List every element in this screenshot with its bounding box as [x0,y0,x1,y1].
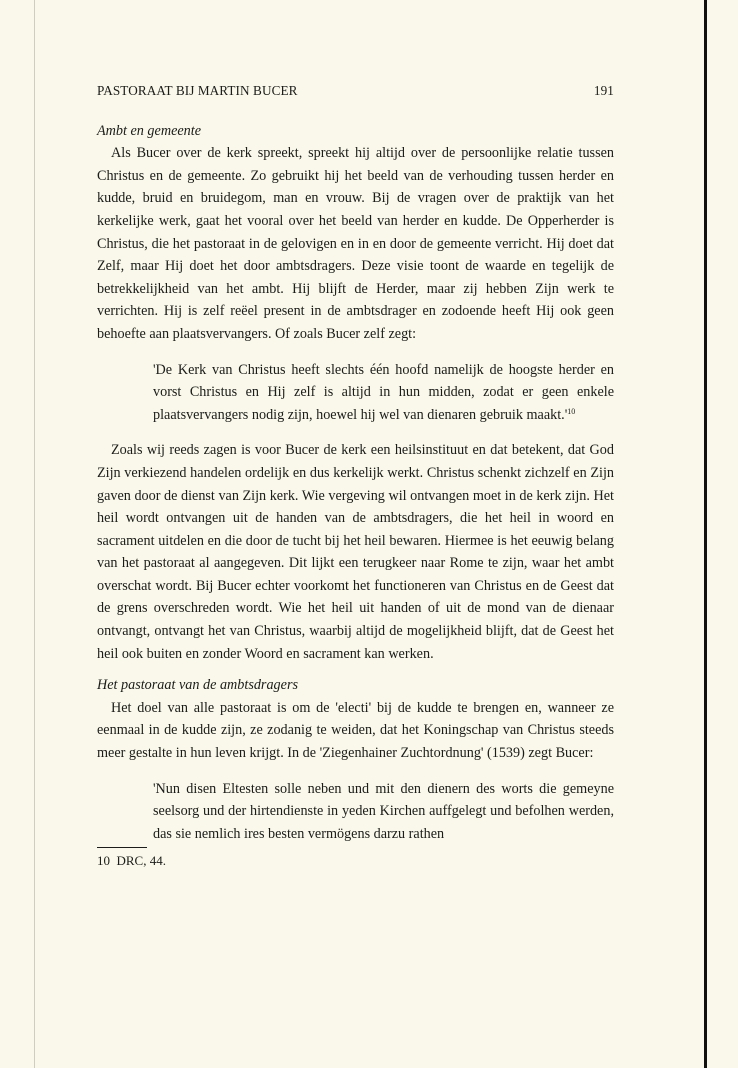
book-page [97,80,614,870]
block-quote-text: 'De Kerk van Christus heeft slechts één hoofd namelijk de hoogste herder en vorst Christus en Hij zelf is altijd in hun midden, zodat er geen enkele plaatsvervangers nodig zijn, hoewel hij wel van dienaren gebruik maakt.' [153,361,614,423]
page-left-edge [34,0,35,1068]
block-quote-text: 'Nun disen Eltesten solle neben und mit den dienern des worts die gemeyne seelsorg und der hirtendienste in yeden Kirchen auffgelegt und befolhen werden, das sie nemlich ires besten vermögens darzu rathen [153,780,614,842]
section-spacer [97,665,614,674]
page-right-edge [704,0,707,1068]
page-number: 191 [593,83,614,98]
body-paragraph: Zoals wij reeds zagen is voor Bucer de kerk een heilsinstituut en dat betekent, dat God Zijn verkiezend handelen ordelijk en dus kerkelijk werkt. Christus schenkt zichzelf en Zijn gaven door de dienst van Zijn kerk. Wie vergeving wil ontvangen moet in de kerk zijn. Het heil wordt ontvangen uit de handen van de ambtsdragers, die het heil in woord en sacrament uitdelen en die door de tucht bij het heil bewaren. Hiermee is het eeuwig belang van het pastoraat al aangegeven. Dit lijkt een terugkeer naar Rome te zijn, waar het ambt overschat wordt. Bij Bucer echter voorkomt het functioneren van Christus en de Geest dat de grens overschreden wordt. Wie het heil uit handen of uit de mond van de dienaar ontvangt, ontvangt het van Christus, waarbij altijd de mogelijkheid blijft, dat de Geest het heil ook buiten en zonder Woord en sacrament kan werken. [97,442,614,662]
body-paragraph: Als Bucer over de kerk spreekt, spreekt hij altijd over de persoonlijke relatie tussen Christus en de gemeente. Zo gebruikt hij het beeld van de verhouding tussen herder en kudde, bruid en bruidegom, man en vrouw. Bij de vragen over de praktijk van het kerkelijke werk, gaat het vooral over het beeld van herder en kudde. De Opperherder is Christus, die het pastoraat in de gelovigen en in en door de gemeente verricht. Hij doet dat Zelf, maar Hij doet het door ambtsdragers. Deze visie toont de waarde en tegelijk de betrekkelijkheid van het ambt. Hij blijft de Herder, maar zij hebben Zijn werk te verrichten. Hij is zelf reëel present in de ambtsdrager en zodoende heeft Hij ook geen behoefte aan plaatsvervangers. Of zoals Bucer zelf zegt: [97,145,614,342]
footnote-rule [97,847,147,848]
footnote-number: 10 [97,853,110,869]
running-head [97,80,614,103]
footnote-text: DRC, 44. [116,853,166,869]
running-title: PASTORAAT BIJ MARTIN BUCER [97,83,298,98]
footnote-reference: 10 [567,406,576,416]
block-quote [153,359,614,427]
body-paragraph: Het doel van alle pastoraat is om de 'electi' bij de kudde te brengen en, wanneer ze eenmaal in de kudde zijn, ze zodanig te weiden, dat het Koningschap van Christus steeds meer gestalte in hun leven krijgt. In de 'Ziegenhainer Zuchtordnung' (1539) zegt Bucer: [97,699,614,762]
block-quote [153,778,614,846]
footnote [97,852,614,870]
section-heading-ambt-en-gemeente: Ambt en gemeente [97,122,201,139]
section-heading-pastoraat-ambtsdragers: Het pastoraat van de ambtsdragers [97,677,298,694]
